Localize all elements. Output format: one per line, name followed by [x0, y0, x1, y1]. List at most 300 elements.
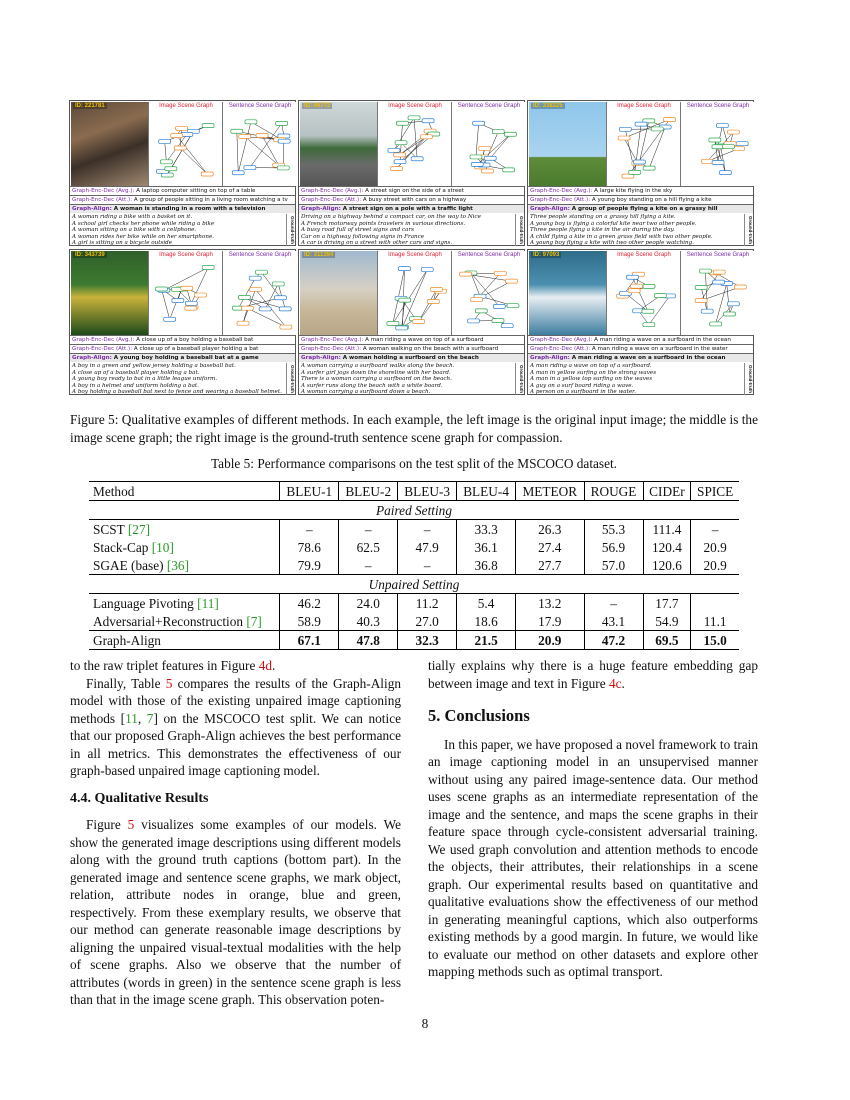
graph-node: [195, 293, 207, 297]
generated-caption: A woman holding a surfboard on the beach: [342, 355, 479, 361]
ground-truth-line: A car is driving on a street with other cars and signs.: [301, 240, 453, 247]
citation-link[interactable]: 11: [125, 710, 138, 726]
method-label: Graph-Align:: [72, 206, 112, 212]
graph-node: [413, 320, 425, 324]
graph-node: [622, 174, 634, 178]
ground-truth-label: Ground-truth: [286, 363, 295, 395]
graph-node: [626, 275, 638, 279]
graph-node: [699, 269, 711, 273]
method-label: Graph-Align:: [301, 355, 341, 361]
graph-node: [654, 294, 666, 298]
graph-node: [394, 160, 406, 164]
image-scene-graph-title: Image Scene Graph: [617, 103, 671, 109]
cell: 55.3: [584, 520, 643, 539]
caption-att: [528, 344, 753, 353]
cell: –: [584, 594, 643, 613]
method-label: Graph-Align:: [530, 206, 570, 212]
ground-truth-captions: [299, 214, 515, 247]
scene-graph-drawing: [681, 260, 755, 334]
graph-node: [159, 139, 171, 143]
scene-graph-drawing: [681, 111, 755, 185]
graph-node: [181, 286, 193, 290]
cell: 62.5: [339, 538, 398, 556]
graph-node: [202, 265, 214, 269]
citation-link[interactable]: [11]: [197, 595, 219, 611]
graph-edge: [471, 273, 480, 296]
ground-truth-line: A boy in a helmet and uniform holding a bat.: [72, 382, 199, 389]
section-row-unpaired: [89, 575, 739, 594]
cell: 46.2: [280, 594, 339, 613]
ground-truth-line: A woman riding a bike with a basket on it.: [72, 214, 193, 220]
graph-node: [501, 324, 513, 328]
citation-link[interactable]: [10]: [151, 539, 174, 555]
method-label: SCST: [93, 521, 128, 537]
graph-node: [727, 302, 739, 306]
graph-node: [484, 156, 496, 160]
generated-caption: A close up of a baseball player holding a bat: [133, 346, 259, 352]
section-label: Paired Setting: [89, 501, 739, 520]
graph-node: [160, 160, 172, 164]
graph-node: [395, 141, 407, 145]
method-label: Graph-Align:: [301, 206, 341, 212]
table-header-row: [89, 482, 739, 501]
ground-truth-line: A busy road full of street signs and cars: [301, 227, 415, 234]
text: Figure: [86, 817, 128, 832]
graph-node: [619, 127, 631, 131]
image-scene-graph: [377, 102, 452, 186]
cell: 69.5: [643, 631, 691, 650]
method-label: Graph-Enc-Dec (Avg.):: [301, 188, 364, 194]
cell: 58.9: [280, 612, 339, 631]
graph-edge: [632, 277, 648, 311]
paragraph: [70, 657, 401, 675]
cell: 32.3: [398, 631, 457, 650]
graph-edge: [177, 136, 208, 174]
graph-node: [249, 276, 261, 280]
figure-link-5[interactable]: 5: [127, 817, 135, 832]
ground-truth-label: Ground-truth: [744, 214, 753, 246]
cell: 120.4: [643, 538, 691, 556]
image-scene-graph: [377, 251, 452, 335]
cell: 27.0: [398, 612, 457, 631]
sentence-scene-graph-title: Sentence Scene Graph: [686, 252, 750, 258]
text: .: [621, 675, 625, 691]
image-scene-graph-title: Image Scene Graph: [388, 252, 442, 258]
sentence-scene-graph-title: Sentence Scene Graph: [228, 252, 292, 258]
cell: 20.9: [516, 631, 584, 650]
generated-caption: A street sign on the side of a street: [365, 188, 464, 194]
generated-caption: A busy street with cars on a highway: [362, 197, 467, 203]
caption-avg: [528, 335, 753, 344]
text: visualizes some examples of our models. We show the generated image descriptions using different models along with the ground truth captions (bottom part). In the generated image and sentence scene graphs, we mark object, relation, attribute nodes in orange, blue and green, respectively. From these exemplary results, we observe that our method can generate reasonable image descriptions by aligning the unpaired visual-textual modalities with the help of scene graphs. Also we observe that the number of attributes (words in green) in the sentence scene graph is less than that in the image scene graph. This observation poten-: [70, 817, 401, 1007]
graph-node: [396, 121, 408, 125]
graph-node: [185, 306, 197, 310]
graph-edge: [649, 127, 665, 168]
figure-link-4d[interactable]: 4d: [258, 658, 272, 673]
generated-caption: A close up of a boy holding a baseball bat: [136, 337, 254, 343]
cell: 33.3: [457, 520, 516, 539]
graph-node: [277, 166, 289, 170]
table-link-5[interactable]: 5: [165, 675, 173, 691]
method-name: [89, 538, 280, 556]
graph-node: [701, 159, 713, 163]
cell: 36.8: [457, 556, 516, 575]
ground-truth-line: A close up of a baseball player holding a bat.: [72, 369, 200, 376]
col-bleu1: BLEU-1: [280, 482, 339, 501]
cell: 111.4: [643, 520, 691, 539]
sentence-scene-graph-title: Sentence Scene Graph: [457, 103, 521, 109]
graph-node: [493, 304, 505, 308]
ground-truth-line: A young boy flying a kite with two other people watching.: [530, 240, 695, 247]
cell: 56.9: [584, 538, 643, 556]
method-label: Graph-Enc-Dec (Att.):: [72, 346, 133, 352]
graph-node: [427, 300, 439, 304]
method-label: SGAE (base): [93, 557, 167, 573]
image-scene-graph-title: Image Scene Graph: [159, 103, 213, 109]
cell: 11.1: [691, 612, 739, 631]
ground-truth-line: A child flying a kite in a green grass field with two other people.: [530, 233, 713, 240]
graph-edge: [715, 140, 718, 162]
sentence-scene-graph: [222, 102, 297, 186]
sentence-scene-graph: [451, 102, 526, 186]
graph-edge: [414, 118, 417, 159]
graph-node: [643, 284, 655, 288]
graph-edge: [180, 128, 181, 148]
caption-att: [299, 344, 524, 353]
graph-node: [475, 309, 487, 313]
ground-truth-line: Three people flying a kite in the air during the day.: [530, 227, 675, 234]
cell: –: [398, 520, 457, 539]
graph-node: [713, 280, 725, 284]
cell: 20.9: [691, 538, 739, 556]
graph-node: [494, 271, 506, 275]
graph-node: [695, 298, 707, 302]
text: Finally, Table: [86, 675, 166, 691]
graph-node: [643, 323, 655, 327]
graph-node: [272, 282, 284, 286]
figure-5: [69, 100, 755, 397]
scene-graph-drawing: [378, 260, 452, 334]
section-label: Unpaired Setting: [89, 575, 739, 594]
paragraph: [70, 675, 401, 780]
left-column: [70, 657, 401, 1009]
graph-node: [399, 298, 411, 302]
graph-node: [241, 306, 253, 310]
text: .: [271, 658, 276, 673]
table-row-ours: [89, 631, 739, 650]
example-panel: [69, 100, 296, 246]
col-method: Method: [89, 482, 280, 501]
section-row-paired: [89, 501, 739, 520]
paragraph: [428, 657, 758, 692]
cell: 43.1: [584, 612, 643, 631]
image-id: ID: 97093: [533, 252, 560, 258]
text: ] on the MSCOCO test split. We can notice that our proposed Graph-Align achieves the best performance in all metrics. This demonstrates the effectiveness of our graph-based unpaired image captioning model.: [70, 710, 401, 778]
graph-node: [411, 157, 423, 161]
graph-edge: [238, 278, 255, 308]
graph-node: [280, 325, 292, 329]
ground-truth-line: A French motorway points travelers in various directions.: [301, 220, 466, 227]
graph-node: [279, 307, 291, 311]
paragraph: In this paper, we have proposed a novel framework to train an image captioning model in an unsupervised manner without using any paired image-sentence data. Our method uses scene graphs as an intermediate representation of the image and the sentence, and maps the scene graphs in their feature space through cycle-consistent adversarial training. We used graph convolution and attention methods to encode the objects, their attributes, their relationships in a scene graph. Our experimental results based on quantitative and qualitative evaluations show the effectiveness of our method in generating meaningful captions, which also outperforms existing methods by a good margin. In future, we would like to evaluate our method on other datasets and explore other mapping methods such as optimal transport.: [428, 736, 758, 979]
graph-node: [629, 170, 641, 174]
method-label: Graph-Enc-Dec (Avg.):: [72, 337, 135, 343]
graph-node: [245, 120, 257, 124]
method-label: Graph-Enc-Dec (Att.):: [72, 197, 133, 203]
generated-caption: A woman walking on the beach with a surfboard: [362, 346, 499, 352]
table-row: [89, 556, 739, 575]
graph-node: [643, 166, 655, 170]
graph-node: [185, 301, 197, 305]
cell: 67.1: [280, 631, 339, 650]
caption-avg: [299, 335, 524, 344]
ground-truth-label: Ground-truth: [286, 214, 295, 246]
method-label: Graph-Enc-Dec (Avg.):: [72, 188, 135, 194]
scene-graph-drawing: [149, 260, 223, 334]
citation-link[interactable]: [27]: [127, 521, 151, 537]
graph-node: [255, 270, 267, 274]
ground-truth-line: A man in yellow surfing on the strong waves: [530, 369, 657, 376]
cell: 79.9: [280, 556, 339, 575]
graph-node: [244, 166, 256, 170]
table-row: [89, 612, 739, 631]
ground-truth-line: A boy in a green and yellow jersey holding a baseball bat.: [72, 363, 236, 369]
cell: 47.9: [398, 538, 457, 556]
generated-caption: A woman is standing in a room with a television: [113, 206, 266, 212]
table-row: [89, 538, 739, 556]
example-photo: [529, 102, 606, 186]
example-panel: [69, 249, 296, 395]
method-label: Graph-Enc-Dec (Att.):: [530, 197, 591, 203]
ground-truth-line: A boy holding a baseball bat next to fence and wearing a baseball helmet.: [72, 389, 282, 396]
ground-truth-line: A woman sitting on a bike with a cellphone.: [72, 227, 197, 234]
ground-truth-line: A person on a surfboard in the water.: [530, 389, 637, 396]
method-name: [89, 594, 280, 613]
graph-node: [618, 136, 630, 140]
graph-edge: [718, 126, 722, 147]
graph-node: [712, 160, 724, 164]
graph-node: [492, 319, 504, 323]
cell: 18.6: [457, 612, 516, 631]
graph-node: [396, 326, 408, 330]
graph-node: [701, 309, 713, 313]
graph-node: [631, 284, 643, 288]
scene-graph-drawing: [223, 260, 297, 334]
graph-node: [713, 270, 725, 274]
generated-caption: A young boy standing on a hill flying a kite: [591, 197, 712, 203]
graph-node: [165, 167, 177, 171]
graph-edge: [191, 267, 208, 303]
graph-node: [276, 121, 288, 125]
generated-caption: A man riding a wave on a surfboard in the ocean: [571, 355, 726, 361]
graph-node: [507, 304, 519, 308]
cell: 57.0: [584, 556, 643, 575]
caption-avg: [299, 186, 524, 195]
method-label: Graph-Enc-Dec (Avg.):: [530, 337, 593, 343]
ground-truth-line: A surfer girl jogs down the shoreline with her board.: [301, 369, 451, 376]
example-panel: [527, 100, 754, 246]
graph-node: [503, 168, 515, 172]
method-name: [89, 556, 280, 575]
cell: 120.6: [643, 556, 691, 575]
sentence-scene-graph: [451, 251, 526, 335]
cell: 36.1: [457, 538, 516, 556]
method-label: Adversarial+Reconstruction: [93, 613, 247, 629]
right-column: [428, 657, 758, 981]
graph-node: [727, 130, 739, 134]
generated-caption: A street sign on a pole with a traffic light: [342, 206, 473, 212]
graph-edge: [180, 148, 207, 174]
image-scene-graph: [606, 251, 681, 335]
cell: 47.2: [584, 631, 643, 650]
scene-graph-drawing: [452, 111, 526, 185]
caption-align: [528, 204, 753, 213]
col-spice: SPICE: [691, 482, 739, 501]
graph-node: [274, 296, 286, 300]
image-id: ID: 338325: [533, 103, 563, 109]
citation-link[interactable]: [36]: [166, 557, 190, 573]
graph-node: [201, 172, 213, 176]
ground-truth-captions: [528, 363, 744, 396]
ground-truth-line: A surfer runs along the beach with a white board.: [301, 382, 443, 389]
citation-link[interactable]: 7: [146, 710, 154, 726]
image-id: ID: 343739: [75, 252, 105, 258]
graph-node: [471, 162, 483, 166]
cell: 21.5: [457, 631, 516, 650]
scene-graph-drawing: [607, 111, 681, 185]
graph-node: [712, 145, 724, 149]
scene-graph-drawing: [607, 260, 681, 334]
graph-node: [734, 285, 746, 289]
generated-caption: A man riding a wave on top of a surfboard: [365, 337, 484, 343]
cell: 17.7: [643, 594, 691, 613]
graph-node: [492, 130, 504, 134]
sentence-scene-graph-title: Sentence Scene Graph: [228, 103, 292, 109]
image-id: ID: 46772: [304, 103, 331, 109]
ground-truth-line: Car on a highway following signs in France: [301, 233, 425, 240]
text: tially explains why there is a huge feature embedding gap between image and text in Figure: [428, 658, 758, 691]
generated-caption: A group of people sitting in a living room watching a tv: [133, 197, 288, 203]
cell: 26.3: [516, 520, 584, 539]
graph-node: [479, 146, 491, 150]
example-panel: [298, 100, 525, 246]
caption-align: [70, 204, 295, 213]
graph-node: [256, 134, 268, 138]
table-row: [89, 594, 739, 613]
col-bleu4: BLEU-4: [457, 482, 516, 501]
graph-node: [695, 286, 707, 290]
ground-truth-captions: [299, 363, 515, 396]
graph-edge: [400, 137, 427, 155]
graph-edge: [624, 138, 638, 163]
graph-node: [504, 132, 516, 136]
cell: –: [691, 520, 739, 539]
sentence-scene-graph-title: Sentence Scene Graph: [686, 103, 750, 109]
cell: 78.6: [280, 538, 339, 556]
method-label: Graph-Align:: [72, 355, 112, 361]
section-heading: 5. Conclusions: [428, 706, 530, 725]
caption-att: [70, 195, 295, 204]
graph-node: [719, 171, 731, 175]
graph-node: [408, 116, 420, 120]
caption-align: [528, 353, 753, 362]
example-photo: [300, 251, 377, 335]
graph-node: [231, 129, 243, 133]
page-number: 8: [421, 1016, 429, 1031]
graph-node: [391, 167, 403, 171]
table-caption: Table 5: Performance comparisons on the test split of the MSCOCO dataset.: [210, 456, 618, 471]
ground-truth-line: Driving on a highway behind a compact car, on the way to Nice: [301, 214, 481, 220]
generated-caption: A large kite flying in the sky: [594, 188, 673, 194]
sentence-scene-graph: [680, 102, 755, 186]
method-name: Graph-Align: [89, 631, 280, 650]
graph-node: [155, 287, 167, 291]
graph-node: [232, 171, 244, 175]
graph-node: [278, 134, 290, 138]
col-cider: CIDEr: [643, 482, 691, 501]
scene-graph-drawing: [149, 111, 223, 185]
caption-align: [299, 353, 524, 362]
cell: 27.4: [516, 538, 584, 556]
sentence-scene-graph: [680, 251, 755, 335]
method-label: Language Pivoting: [93, 595, 198, 611]
method-name: [89, 612, 280, 631]
graph-node: [642, 309, 654, 313]
graph-node: [664, 117, 676, 121]
caption-avg: [70, 335, 295, 344]
figure-caption: Figure 5: Qualitative examples of different methods. In each example, the left image is the original input image; the middle is the image scene graph; the right image is the ground-truth sentence scene graph for compassion.: [70, 412, 758, 445]
text: ,: [137, 710, 147, 726]
figure-link-4c[interactable]: 4c: [608, 675, 622, 691]
caption-avg: [70, 186, 295, 195]
generated-caption: A laptop computer sitting on top of a table: [136, 188, 256, 194]
graph-node: [422, 119, 434, 123]
graph-node: [709, 138, 721, 142]
graph-node: [710, 322, 722, 326]
graph-node: [628, 289, 640, 293]
graph-edge: [237, 131, 238, 172]
text: compares the results of the Graph-Align model with those of the existing unpaired image captioning methods [: [70, 675, 401, 726]
ground-truth-line: A school girl checks her phone while riding a bike: [72, 220, 215, 227]
generated-caption: A man riding a wave on a surfboard in the ocean: [594, 337, 731, 343]
scene-graph-drawing: [223, 111, 297, 185]
ground-truth-line: There is a woman carrying a surfboard on the beach.: [301, 376, 452, 383]
sentence-scene-graph: [222, 251, 297, 335]
image-id: ID: 311394: [304, 252, 334, 258]
ground-truth-captions: [70, 214, 286, 247]
example-panel: [527, 249, 754, 395]
graph-node: [724, 312, 736, 316]
cell: 13.2: [516, 594, 584, 613]
ground-truth-label: Ground-truth: [744, 363, 753, 395]
graph-node: [421, 268, 433, 272]
col-bleu3: BLEU-3: [398, 482, 457, 501]
ground-truth-label: Ground-truth: [515, 363, 524, 395]
image-scene-graph-title: Image Scene Graph: [617, 252, 671, 258]
citation-link[interactable]: [7]: [246, 613, 262, 629]
generated-caption: A man riding a wave on a surfboard in the water: [591, 346, 728, 352]
graph-node: [237, 321, 249, 325]
cell: 40.3: [339, 612, 398, 631]
graph-node: [388, 148, 400, 152]
generated-caption: A group of people flying a kite on a grassy hill: [571, 206, 718, 212]
graph-node: [259, 307, 271, 311]
paragraph: [70, 816, 401, 1009]
image-scene-graph: [148, 102, 223, 186]
graph-node: [736, 142, 748, 146]
caption-align: [70, 353, 295, 362]
ground-truth-line: A woman carrying a surfboard down a beach.: [301, 389, 431, 396]
